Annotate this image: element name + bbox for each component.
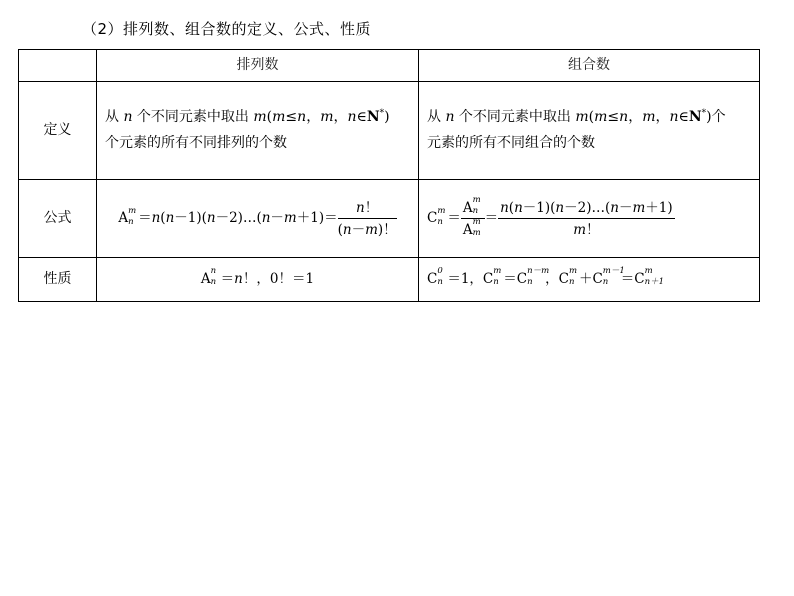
row-label-property: 性质 bbox=[19, 258, 97, 302]
permutation-property: A n n ＝n！，0！＝1 bbox=[97, 258, 419, 302]
row-label-formula: 公式 bbox=[19, 180, 97, 258]
combination-formula: C m n ＝ A m n A m m ＝ $\frac{n(n-1)(n-2)\dots(n-m+1)}{m!}$ bbox=[419, 180, 760, 258]
formula-row bbox=[19, 180, 760, 258]
table-header-row bbox=[19, 50, 760, 82]
combination-definition: 从 n 个不同元素中取出 m(m≤n，m，n∈N*)个 元素的所有不同组合的个数 bbox=[419, 82, 760, 180]
row-label-definition: 定义 bbox=[19, 82, 97, 180]
header-combination: 组合数 bbox=[419, 50, 760, 82]
combination-property: C 0 n ＝1，C m n ＝C n－m n ，C m n ＋C m－1 n ＝C m n＋1 bbox=[419, 258, 760, 302]
permutation-definition: 从 n 个不同元素中取出 m(m≤n，m，n∈N*) 个元素的所有不同排列的个数 bbox=[97, 82, 419, 180]
property-row bbox=[19, 258, 760, 302]
section-heading: （2）排列数、组合数的定义、公式、性质 bbox=[82, 20, 372, 38]
header-empty-cell bbox=[19, 50, 97, 82]
permutation-combination-table bbox=[18, 49, 760, 302]
definition-row bbox=[19, 82, 760, 180]
header-permutation: 排列数 bbox=[97, 50, 419, 82]
permutation-formula: A m n ＝n(n－1)(n－2)…(n－m＋1)＝ $\frac{n!}{(n-m)!}$ bbox=[97, 180, 419, 258]
